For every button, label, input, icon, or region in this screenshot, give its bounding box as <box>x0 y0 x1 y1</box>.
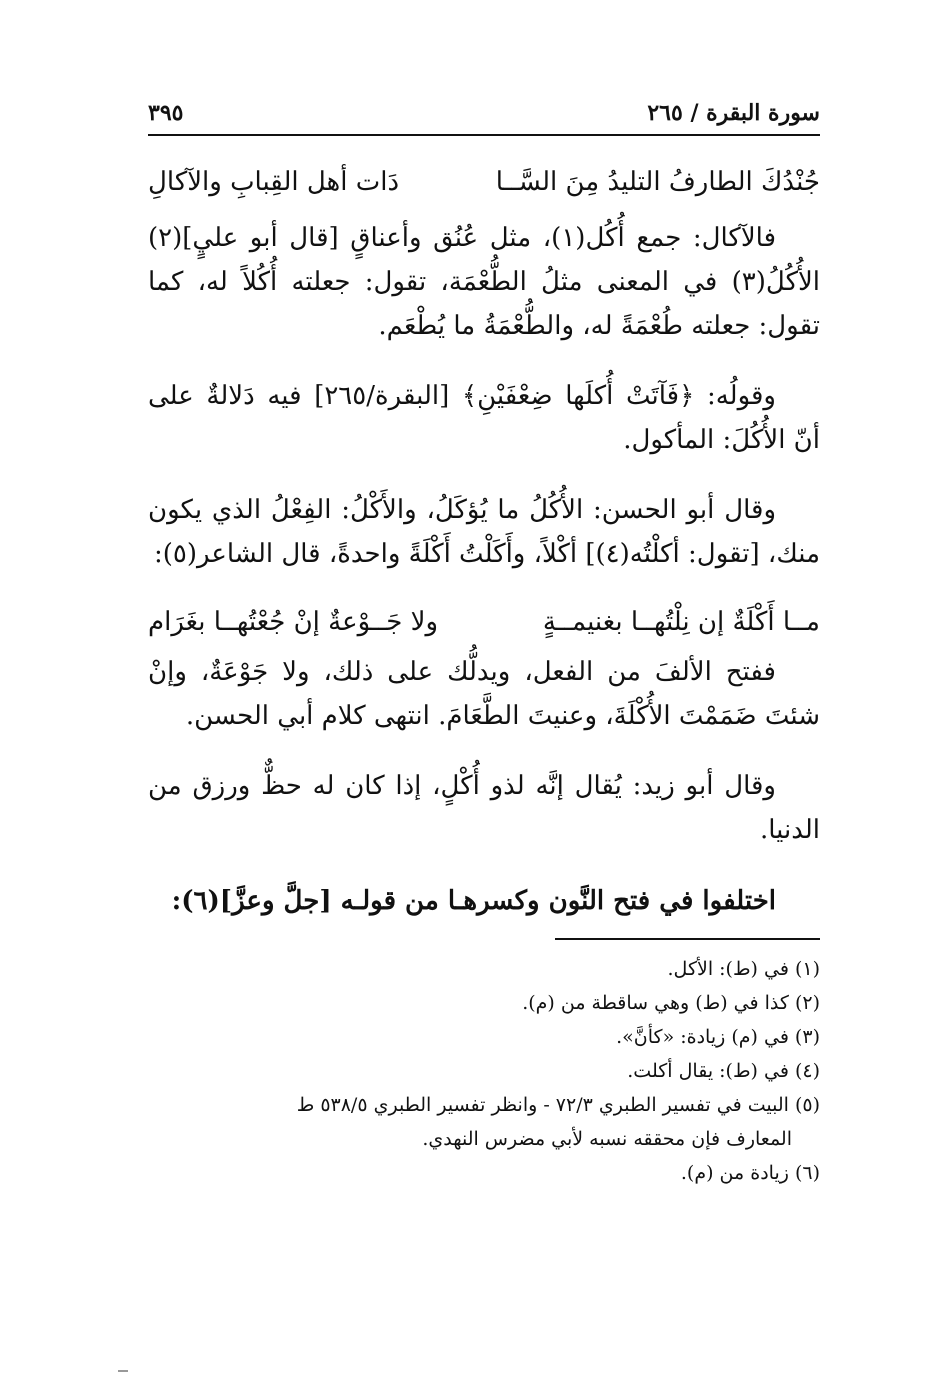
page-number: ٣٩٥ <box>148 100 184 126</box>
verse-1-first-hemistich: جُنْدُكَ الطارفُ التليدُ مِنَ السَّــا <box>495 167 820 197</box>
verse-2-first-hemistich: مــا أَكْلَةٌ إن نِلْتُهــا بغنيمــةٍ <box>542 607 820 637</box>
paragraph-abu-al-hasan: وقال أبو الحسن: الأُكُلُ ما يُؤكَلُ، والأَكْلُ: الفِعْلُ الذي يكون منك، [تقول: أكلْتُه(٤)] أكْلاً، وأَكَلْتُ أَكْلَةً واحدةً، قال الشاعر(٥): <box>148 495 820 569</box>
footnote-2: (٢) كذا في (ط) وهي ساقطة من (م). <box>522 992 820 1014</box>
surah-reference: سورة البقرة / ٢٦٥ <box>647 100 820 126</box>
footnote-3: (٣) في (م) زيادة: «كأنَّ». <box>616 1026 820 1048</box>
poetry-verse-2 <box>148 602 820 642</box>
scan-mark <box>118 1370 128 1372</box>
book-page <box>148 92 820 1190</box>
paragraph-fath-alif: ففتح الألفَ من الفعل، ويدلُّك على ذلك، ولا جَوْعَةٌ، وإنْ شئتَ ضَمَمْتَ الأُكْلَةَ، وعنيتَ الطَّعَامَ. انتهى كلام أبي الحسن. <box>148 657 820 731</box>
footnote-5: (٥) البيت في تفسير الطبري ٧٢/٣ - وانظر تفسير الطبري ٥٣٨/٥ ط <box>296 1094 820 1116</box>
running-header <box>148 92 820 136</box>
verse-1-second-hemistich: دَات أهل القِبابِ والآكالِ <box>148 167 400 197</box>
paragraph-abu-zayd: وقال أبو زيد: يُقال إنَّه لذو أُكْلٍ، إذا كان له حظٌّ ورزق من الدنيا. <box>148 771 820 845</box>
footnote-5-continuation: المعارف فإن محققه نسبه لأبي مضرس النهدي. <box>422 1128 792 1150</box>
section-heading: اختلفوا في فتح النَّون وكسرهـا من قولـه [جلَّ وعزَّ](٦): <box>171 886 776 916</box>
poetry-verse-1 <box>148 162 820 202</box>
footnote-6: (٦) زيادة من (م). <box>680 1162 820 1184</box>
paragraph-akal: فالآكال: جمع أُكُل(١)، مثل عُنُق وأعناقٍ [قال أبو عليٍ](٢) الأُكُلُ(٣) في المعنى مثلُ الطُّعْمَة، تقول: جعلته أُكُلاً له، كما تقول: جعلته طُعْمَةً له، والطُّعْمَةُ ما يُطْعَم. <box>148 223 820 341</box>
verse-2-second-hemistich: ولا جَــوْعةٌ إنْ جُعْتُهــا بغَرَام <box>148 607 438 637</box>
footnotes <box>148 952 820 1190</box>
footnote-4: (٤) في (ط): يقال أكلت. <box>627 1060 820 1082</box>
paragraph-quran-quote: وقولُه: ﴿فَآتَتْ أُكلَها ضِعْفَيْنِ﴾ [البقرة/٢٦٥] فيه دَلالةٌ على أنّ الأُكُلَ: المأكول. <box>148 381 820 455</box>
footnote-1: (١) في (ط): الأكل. <box>667 958 820 980</box>
footnote-divider <box>555 938 820 940</box>
